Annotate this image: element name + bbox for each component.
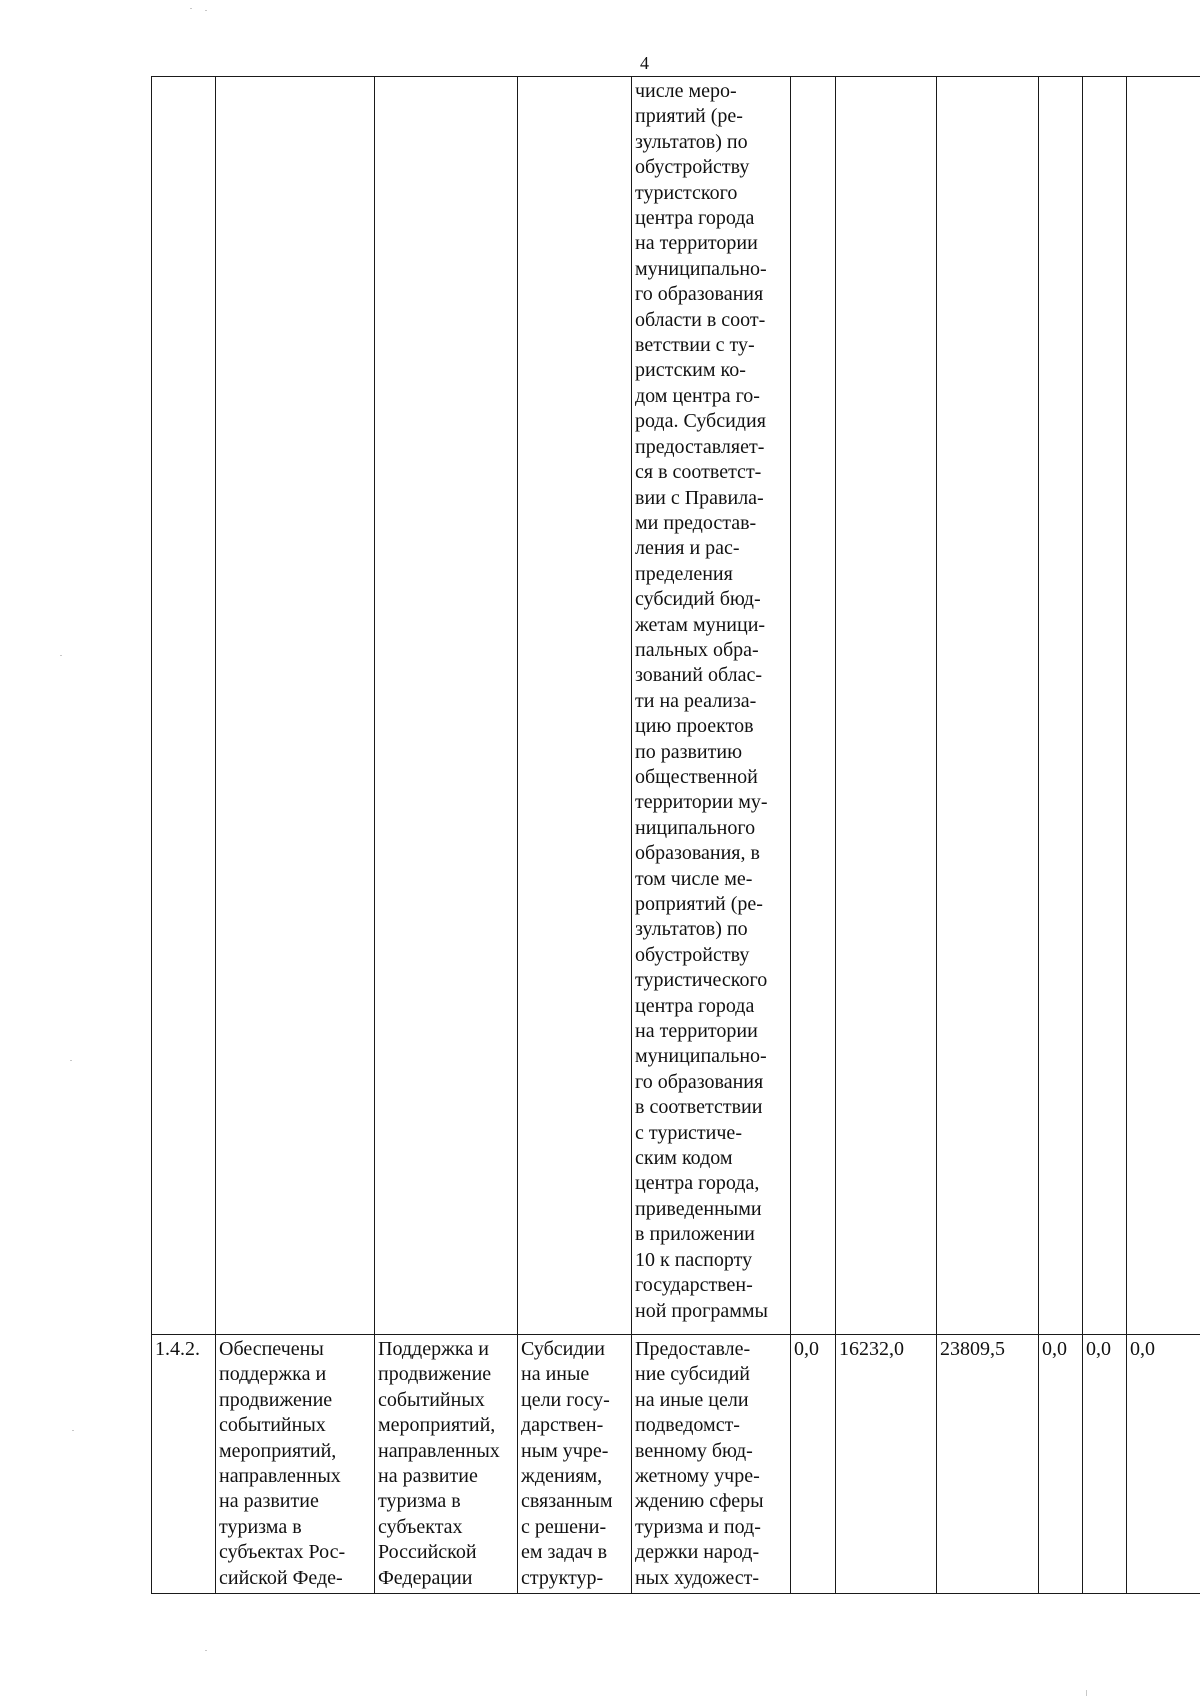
scan-speck (1086, 1690, 1087, 1696)
cell-value: 0,0 (1083, 1335, 1127, 1594)
table-row (152, 77, 1200, 1335)
cell-value (1083, 77, 1127, 1335)
cell-value (1127, 77, 1200, 1335)
cell-value: 16232,0 (836, 1335, 937, 1594)
cell-value: 0,0 (1039, 1335, 1083, 1594)
scan-speck (190, 8, 192, 9)
page-number: 4 (640, 53, 649, 73)
cell-value: 0,0 (1127, 1335, 1200, 1594)
scan-speck (72, 1430, 74, 1431)
cell-number: 1.4.2. (152, 1335, 216, 1594)
cell-expense-type: Субсидии на иные цели госу- дарствен- ным учре- ждениям, связанным с решени- ем задач в структур- (518, 1335, 632, 1594)
scan-speck (70, 1060, 72, 1061)
cell-number (152, 77, 216, 1335)
cell-value (836, 77, 937, 1335)
cell-expense-type (518, 77, 632, 1335)
scan-speck (205, 1650, 207, 1651)
cell-description: числе меро- приятий (ре- зультатов) по обустройству туристского центра города на территории муниципально- го образования области в соот- ветствии с ту- ристским ко- дом центра го- рода. Субсидия предоставляет- ся в соответст- вии с Правила- ми предостав- ления и рас- пределения субсидий бюд- жетам муници- пальных обра- зований облас- ти на реализа- цию проектов по развитию общественной территории му- ниципального образования, в том числе ме- роприятий (ре- зультатов) по обустройству туристического центра города на территории муниципально- го образования в соответствии с туристиче- ским кодом центра города, приведенными в приложении 10 к паспорту государствен- ной программы (632, 77, 791, 1335)
cell-value (937, 77, 1039, 1335)
cell-value (791, 77, 836, 1335)
cell-description: Предоставле- ние субсидий на иные цели подведомст- венному бюд- жетному учре- ждению сферы туризма и под- держки народ- ных художест- (632, 1335, 791, 1594)
cell-measure: Поддержка и продвижение событийных мероприятий, направленных на развитие туризма в субъектах Российской Федерации (375, 1335, 518, 1594)
table-row (152, 1335, 1200, 1594)
scan-speck (205, 10, 207, 11)
cell-value: 23809,5 (937, 1335, 1039, 1594)
cell-result: Обеспечены поддержка и продвижение событийных мероприятий, направленных на развитие туризма в субъектах Рос- сийской Феде- (216, 1335, 375, 1594)
budget-table (151, 76, 1200, 1594)
cell-value: 0,0 (791, 1335, 836, 1594)
scan-speck (60, 655, 62, 656)
cell-result (216, 77, 375, 1335)
cell-value (1039, 77, 1083, 1335)
cell-measure (375, 77, 518, 1335)
